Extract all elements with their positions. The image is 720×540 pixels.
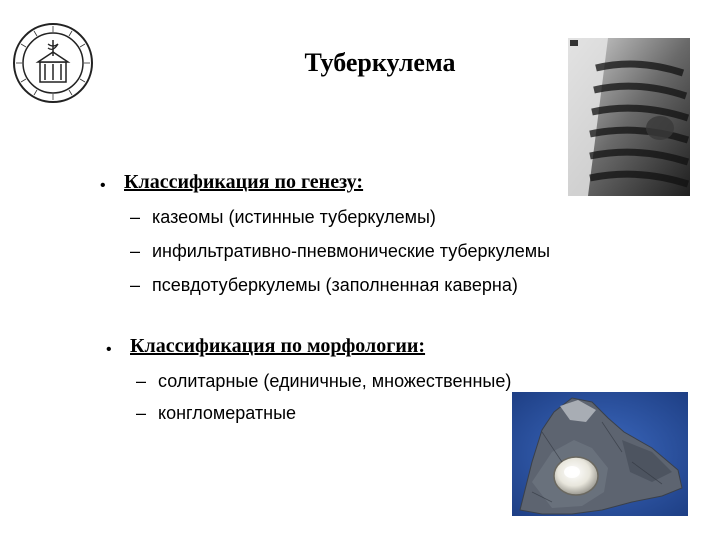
list-item-text: солитарные (единичные, множественные) — [158, 371, 512, 391]
section-heading-morphology: Классификация по морфологии: — [130, 335, 426, 357]
dash-marker: – — [130, 275, 141, 295]
page-title: Туберкулема — [304, 48, 456, 77]
list-item-genesis-1 — [130, 207, 436, 228]
dash-marker: – — [136, 371, 147, 391]
list-item-text: псевдотуберкулемы (заполненная каверна) — [152, 275, 518, 295]
section-heading-genesis: Классификация по генезу: — [124, 171, 364, 193]
bullet-marker: • — [106, 341, 112, 358]
chest-xray-image — [568, 38, 690, 196]
list-item-text: конгломератные — [158, 403, 297, 423]
list-item-genesis-2 — [130, 241, 550, 262]
list-item-text: казеомы (истинные туберкулемы) — [152, 207, 436, 227]
list-item-morphology-1 — [136, 371, 511, 392]
bullet-marker: • — [100, 177, 106, 194]
list-item-morphology-2 — [136, 403, 296, 424]
list-item-text: инфильтративно-пневмонические туберкулемы — [152, 241, 551, 261]
university-seal-logo — [12, 22, 94, 104]
dash-marker: – — [130, 241, 141, 261]
lung-specimen-image — [512, 392, 688, 516]
dash-marker: – — [136, 403, 147, 423]
list-item-genesis-3 — [130, 275, 518, 296]
dash-marker: – — [130, 207, 141, 227]
